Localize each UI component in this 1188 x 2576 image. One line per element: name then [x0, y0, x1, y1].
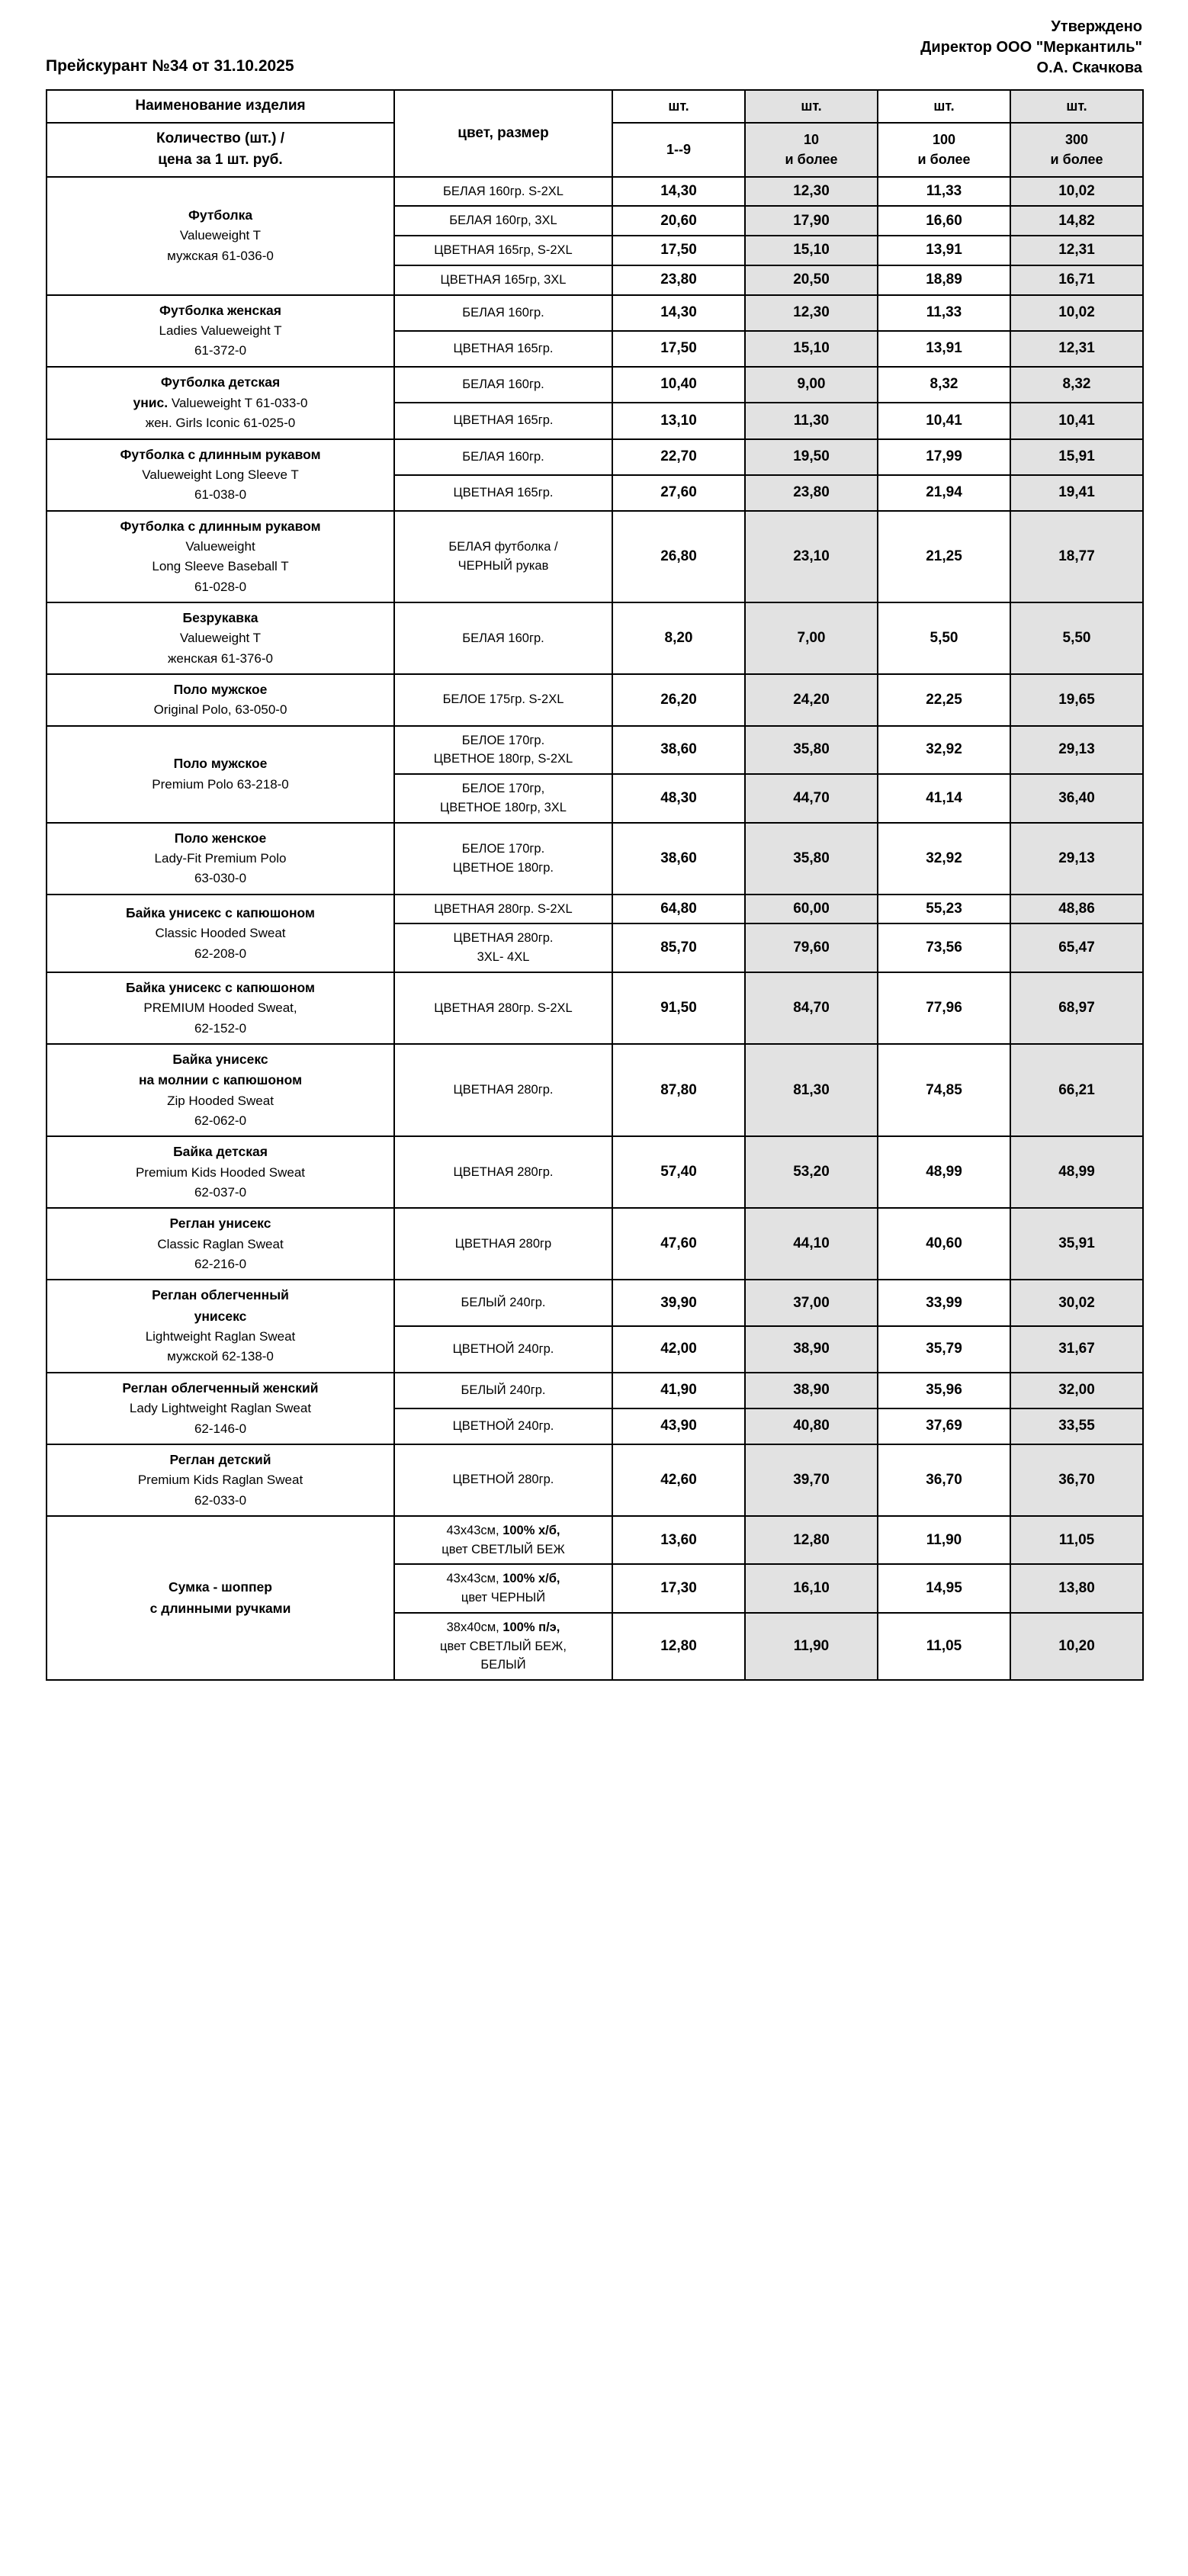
table-row: [47, 1373, 1143, 1408]
price-cell-tier-3: 21,94: [878, 475, 1010, 511]
price-cell-tier-4: 12,31: [1010, 331, 1143, 367]
price-cell-tier-3: 11,33: [878, 295, 1010, 331]
price-cell-tier-2: 37,00: [745, 1280, 878, 1326]
price-cell-tier-3: 32,92: [878, 823, 1010, 895]
price-cell-tier-4: 29,13: [1010, 726, 1143, 775]
product-variant-cell: ЦВЕТНАЯ 280гр: [394, 1208, 612, 1280]
price-cell-tier-1: 13,10: [612, 403, 745, 439]
price-cell-tier-2: 11,30: [745, 403, 878, 439]
price-cell-tier-2: 81,30: [745, 1044, 878, 1136]
product-variant-cell: 43х43см, 100% х/б, цвет СВЕТЛЫЙ БЕЖ: [394, 1516, 612, 1565]
price-cell-tier-2: 60,00: [745, 895, 878, 924]
header-quantity-line-2: цена за 1 шт. руб.: [158, 152, 283, 168]
product-variant-cell: БЕЛЫЙ 240гр.: [394, 1280, 612, 1326]
price-cell-tier-2: 84,70: [745, 972, 878, 1044]
price-cell-tier-2: 35,80: [745, 726, 878, 775]
header-cell-quantity: [47, 123, 394, 177]
approval-line-1: Утверждено: [1051, 18, 1142, 35]
product-variant-cell: ЦВЕТНАЯ 165гр.: [394, 331, 612, 367]
price-cell-tier-4: 13,80: [1010, 1564, 1143, 1613]
price-cell-tier-2: 11,90: [745, 1613, 878, 1680]
price-cell-tier-3: 73,56: [878, 923, 1010, 972]
table-row: [47, 295, 1143, 331]
price-cell-tier-1: 38,60: [612, 823, 745, 895]
product-variant-cell: БЕЛАЯ 160гр.: [394, 367, 612, 403]
table-row: [47, 1208, 1143, 1280]
product-variant-cell: БЕЛАЯ 160гр, 3XL: [394, 206, 612, 236]
table-row: [47, 823, 1143, 895]
price-cell-tier-2: 15,10: [745, 236, 878, 265]
header-tier-100-suffix: и более: [917, 152, 971, 167]
product-variant-cell: 38х40см, 100% п/э, цвет СВЕТЛЫЙ БЕЖ, БЕЛЫЙ: [394, 1613, 612, 1680]
price-cell-tier-3: 11,05: [878, 1613, 1010, 1680]
price-cell-tier-3: 14,95: [878, 1564, 1010, 1613]
price-cell-tier-4: 30,02: [1010, 1280, 1143, 1326]
header-quantity-line-1: Количество (шт.) /: [156, 130, 284, 146]
price-cell-tier-2: 35,80: [745, 823, 878, 895]
price-cell-tier-3: 13,91: [878, 236, 1010, 265]
price-cell-tier-4: 12,31: [1010, 236, 1143, 265]
product-variant-cell: ЦВЕТНАЯ 165гр.: [394, 475, 612, 511]
price-cell-tier-4: 11,05: [1010, 1516, 1143, 1565]
price-cell-tier-4: 48,99: [1010, 1136, 1143, 1208]
price-cell-tier-1: 17,50: [612, 236, 745, 265]
price-cell-tier-4: 10,20: [1010, 1613, 1143, 1680]
price-cell-tier-2: 19,50: [745, 439, 878, 475]
price-cell-tier-1: 26,80: [612, 511, 745, 602]
price-cell-tier-1: 64,80: [612, 895, 745, 924]
price-cell-tier-3: 35,96: [878, 1373, 1010, 1408]
product-name-cell: Футболка с длинным рукавом Valueweight Long Sleeve T 61-038-0: [47, 439, 394, 511]
product-name-cell: Байка унисекс с капюшоном PREMIUM Hooded Sweat, 62-152-0: [47, 972, 394, 1044]
page-title: Прейскурант №34 от 31.10.2025: [46, 57, 294, 75]
price-cell-tier-3: 11,90: [878, 1516, 1010, 1565]
price-cell-tier-1: 13,60: [612, 1516, 745, 1565]
price-cell-tier-1: 43,90: [612, 1408, 745, 1444]
product-variant-cell: ЦВЕТНАЯ 280гр. S-2XL: [394, 895, 612, 924]
price-cell-tier-2: 17,90: [745, 206, 878, 236]
table-row: [47, 1136, 1143, 1208]
price-cell-tier-2: 16,10: [745, 1564, 878, 1613]
header-tier-100: [878, 123, 1010, 177]
price-cell-tier-2: 12,80: [745, 1516, 878, 1565]
price-cell-tier-3: 13,91: [878, 331, 1010, 367]
price-cell-tier-3: 48,99: [878, 1136, 1010, 1208]
price-cell-tier-1: 91,50: [612, 972, 745, 1044]
price-cell-tier-3: 33,99: [878, 1280, 1010, 1326]
product-variant-cell: ЦВЕТНАЯ 165гр.: [394, 403, 612, 439]
approval-block: [920, 17, 1142, 79]
price-cell-tier-2: 38,90: [745, 1373, 878, 1408]
product-variant-cell: БЕЛОЕ 175гр. S-2XL: [394, 674, 612, 726]
product-variant-cell: ЦВЕТНАЯ 165гр, 3XL: [394, 265, 612, 295]
product-name-cell: Футболка женская Ladies Valueweight T 61-372-0: [47, 295, 394, 367]
price-cell-tier-3: 17,99: [878, 439, 1010, 475]
price-cell-tier-4: 66,21: [1010, 1044, 1143, 1136]
price-cell-tier-4: 32,00: [1010, 1373, 1143, 1408]
header-cell-unit-3: шт.: [878, 90, 1010, 123]
product-variant-cell: 43х43см, 100% х/б, цвет ЧЕРНЫЙ: [394, 1564, 612, 1613]
price-cell-tier-3: 5,50: [878, 602, 1010, 674]
price-cell-tier-1: 23,80: [612, 265, 745, 295]
price-cell-tier-1: 17,50: [612, 331, 745, 367]
header-cell-unit-4: шт.: [1010, 90, 1143, 123]
price-cell-tier-3: 40,60: [878, 1208, 1010, 1280]
table-row: [47, 367, 1143, 403]
price-cell-tier-3: 32,92: [878, 726, 1010, 775]
price-cell-tier-4: 68,97: [1010, 972, 1143, 1044]
price-cell-tier-1: 42,00: [612, 1326, 745, 1373]
product-name-cell: Безрукавка Valueweight T женская 61-376-0: [47, 602, 394, 674]
price-cell-tier-2: 44,10: [745, 1208, 878, 1280]
product-name-cell: Байка унисекс с капюшоном Classic Hooded Sweat 62-208-0: [47, 895, 394, 972]
price-cell-tier-1: 47,60: [612, 1208, 745, 1280]
price-cell-tier-4: 29,13: [1010, 823, 1143, 895]
price-cell-tier-2: 9,00: [745, 367, 878, 403]
product-variant-cell: ЦВЕТНАЯ 280гр.: [394, 1136, 612, 1208]
product-variant-cell: БЕЛОЕ 170гр. ЦВЕТНОЕ 180гр.: [394, 823, 612, 895]
table-row: [47, 602, 1143, 674]
price-cell-tier-1: 17,30: [612, 1564, 745, 1613]
document-header: [46, 17, 1142, 79]
product-name-cell: Байка унисекс на молнии с капюшоном Zip Hooded Sweat 62-062-0: [47, 1044, 394, 1136]
product-variant-cell: ЦВЕТНАЯ 165гр, S-2XL: [394, 236, 612, 265]
price-cell-tier-1: 10,40: [612, 367, 745, 403]
price-cell-tier-2: 38,90: [745, 1326, 878, 1373]
product-variant-cell: ЦВЕТНОЙ 280гр.: [394, 1444, 612, 1516]
price-cell-tier-4: 14,82: [1010, 206, 1143, 236]
price-cell-tier-3: 21,25: [878, 511, 1010, 602]
product-variant-cell: ЦВЕТНОЙ 240гр.: [394, 1408, 612, 1444]
price-cell-tier-1: 41,90: [612, 1373, 745, 1408]
price-cell-tier-1: 27,60: [612, 475, 745, 511]
header-cell-desc: цвет, размер: [394, 90, 612, 177]
product-variant-cell: БЕЛАЯ 160гр. S-2XL: [394, 177, 612, 207]
header-tier-300-suffix: и более: [1050, 152, 1103, 167]
price-cell-tier-4: 65,47: [1010, 923, 1143, 972]
header-tier-300: [1010, 123, 1143, 177]
product-name-cell: Сумка - шоппер с длинными ручками: [47, 1516, 394, 1680]
price-cell-tier-4: 18,77: [1010, 511, 1143, 602]
price-cell-tier-3: 18,89: [878, 265, 1010, 295]
header-tier-100-value: 100: [932, 131, 956, 147]
price-cell-tier-2: 23,80: [745, 475, 878, 511]
price-cell-tier-1: 8,20: [612, 602, 745, 674]
product-name-cell: Футболка Valueweight T мужская 61-036-0: [47, 177, 394, 295]
product-name-cell: Поло женское Lady-Fit Premium Polo 63-030-0: [47, 823, 394, 895]
price-cell-tier-4: 19,41: [1010, 475, 1143, 511]
product-name-cell: Футболка с длинным рукавом Valueweight Long Sleeve Baseball T 61-028-0: [47, 511, 394, 602]
price-cell-tier-3: 74,85: [878, 1044, 1010, 1136]
price-cell-tier-2: 44,70: [745, 774, 878, 823]
price-cell-tier-1: 48,30: [612, 774, 745, 823]
price-cell-tier-4: 36,40: [1010, 774, 1143, 823]
price-cell-tier-4: 10,02: [1010, 295, 1143, 331]
header-tier-10-value: 10: [803, 131, 820, 147]
product-variant-cell: БЕЛОЕ 170гр. ЦВЕТНОЕ 180гр, S-2XL: [394, 726, 612, 775]
price-cell-tier-4: 35,91: [1010, 1208, 1143, 1280]
price-cell-tier-3: 35,79: [878, 1326, 1010, 1373]
table-row: [47, 1280, 1143, 1326]
product-variant-cell: БЕЛАЯ 160гр.: [394, 602, 612, 674]
price-cell-tier-3: 10,41: [878, 403, 1010, 439]
price-cell-tier-2: 15,10: [745, 331, 878, 367]
price-cell-tier-3: 11,33: [878, 177, 1010, 207]
product-name-cell: Поло мужское Premium Polo 63-218-0: [47, 726, 394, 823]
price-cell-tier-4: 31,67: [1010, 1326, 1143, 1373]
price-cell-tier-4: 15,91: [1010, 439, 1143, 475]
header-tier-300-value: 300: [1064, 131, 1089, 147]
price-cell-tier-2: 7,00: [745, 602, 878, 674]
product-variant-cell: ЦВЕТНАЯ 280гр. S-2XL: [394, 972, 612, 1044]
table-row: [47, 1516, 1143, 1565]
price-cell-tier-1: 85,70: [612, 923, 745, 972]
product-variant-cell: БЕЛОЕ 170гр, ЦВЕТНОЕ 180гр, 3XL: [394, 774, 612, 823]
price-cell-tier-1: 20,60: [612, 206, 745, 236]
product-name-cell: Футболка детская унис. Valueweight T 61-033-0 жен. Girls Iconic 61-025-0: [47, 367, 394, 439]
product-variant-cell: БЕЛЫЙ 240гр.: [394, 1373, 612, 1408]
header-cell-unit-2: шт.: [745, 90, 878, 123]
price-cell-tier-4: 36,70: [1010, 1444, 1143, 1516]
header-cell-unit-1: шт.: [612, 90, 745, 123]
price-cell-tier-1: 12,80: [612, 1613, 745, 1680]
table-header-row-1: [47, 90, 1143, 123]
price-cell-tier-1: 14,30: [612, 177, 745, 207]
table-row: [47, 1044, 1143, 1136]
price-cell-tier-3: 37,69: [878, 1408, 1010, 1444]
product-variant-cell: БЕЛАЯ 160гр.: [394, 295, 612, 331]
product-name-cell: Реглан детский Premium Kids Raglan Sweat 62-033-0: [47, 1444, 394, 1516]
price-cell-tier-1: 42,60: [612, 1444, 745, 1516]
table-row: [47, 439, 1143, 475]
price-cell-tier-2: 79,60: [745, 923, 878, 972]
price-cell-tier-3: 8,32: [878, 367, 1010, 403]
product-variant-cell: БЕЛАЯ 160гр.: [394, 439, 612, 475]
price-cell-tier-4: 16,71: [1010, 265, 1143, 295]
price-cell-tier-3: 41,14: [878, 774, 1010, 823]
product-name-cell: Реглан облегченный женский Lady Lightweight Raglan Sweat 62-146-0: [47, 1373, 394, 1444]
price-cell-tier-2: 12,30: [745, 295, 878, 331]
header-tier-10-suffix: и более: [785, 152, 838, 167]
price-table: [46, 89, 1144, 1681]
price-cell-tier-2: 12,30: [745, 177, 878, 207]
product-name-cell: Реглан облегченный унисекс Lightweight Raglan Sweat мужской 62-138-0: [47, 1280, 394, 1372]
product-name-cell: Поло мужское Original Polo, 63-050-0: [47, 674, 394, 726]
price-cell-tier-4: 48,86: [1010, 895, 1143, 924]
price-cell-tier-2: 20,50: [745, 265, 878, 295]
header-cell-name: Наименование изделия: [47, 90, 394, 123]
table-row: [47, 726, 1143, 775]
header-tier-10: [745, 123, 878, 177]
price-cell-tier-1: 14,30: [612, 295, 745, 331]
product-name-cell: Байка детская Premium Kids Hooded Sweat 62-037-0: [47, 1136, 394, 1208]
table-row: [47, 895, 1143, 924]
approval-line-3: О.А. Скачкова: [1036, 59, 1142, 76]
price-cell-tier-1: 38,60: [612, 726, 745, 775]
price-cell-tier-1: 57,40: [612, 1136, 745, 1208]
price-cell-tier-1: 22,70: [612, 439, 745, 475]
price-cell-tier-3: 16,60: [878, 206, 1010, 236]
product-variant-cell: БЕЛАЯ футболка / ЧЕРНЫЙ рукав: [394, 511, 612, 602]
header-tier-1: 1--9: [612, 123, 745, 177]
table-row: [47, 674, 1143, 726]
price-cell-tier-3: 22,25: [878, 674, 1010, 726]
price-cell-tier-4: 10,41: [1010, 403, 1143, 439]
price-cell-tier-3: 36,70: [878, 1444, 1010, 1516]
product-variant-cell: ЦВЕТНАЯ 280гр. 3XL- 4XL: [394, 923, 612, 972]
price-cell-tier-4: 8,32: [1010, 367, 1143, 403]
price-cell-tier-4: 19,65: [1010, 674, 1143, 726]
product-name-cell: Реглан унисекс Classic Raglan Sweat 62-216-0: [47, 1208, 394, 1280]
approval-line-2: Директор ООО "Меркантиль": [920, 39, 1142, 56]
price-cell-tier-4: 10,02: [1010, 177, 1143, 207]
price-cell-tier-2: 53,20: [745, 1136, 878, 1208]
product-variant-cell: ЦВЕТНОЙ 240гр.: [394, 1326, 612, 1373]
price-cell-tier-1: 87,80: [612, 1044, 745, 1136]
price-cell-tier-2: 40,80: [745, 1408, 878, 1444]
price-cell-tier-1: 26,20: [612, 674, 745, 726]
price-cell-tier-3: 77,96: [878, 972, 1010, 1044]
table-row: [47, 1444, 1143, 1516]
table-row: [47, 177, 1143, 207]
product-variant-cell: ЦВЕТНАЯ 280гр.: [394, 1044, 612, 1136]
price-cell-tier-2: 24,20: [745, 674, 878, 726]
table-row: [47, 972, 1143, 1044]
price-cell-tier-1: 39,90: [612, 1280, 745, 1326]
price-cell-tier-2: 39,70: [745, 1444, 878, 1516]
price-cell-tier-4: 5,50: [1010, 602, 1143, 674]
price-cell-tier-3: 55,23: [878, 895, 1010, 924]
price-cell-tier-2: 23,10: [745, 511, 878, 602]
price-cell-tier-4: 33,55: [1010, 1408, 1143, 1444]
table-row: [47, 511, 1143, 602]
